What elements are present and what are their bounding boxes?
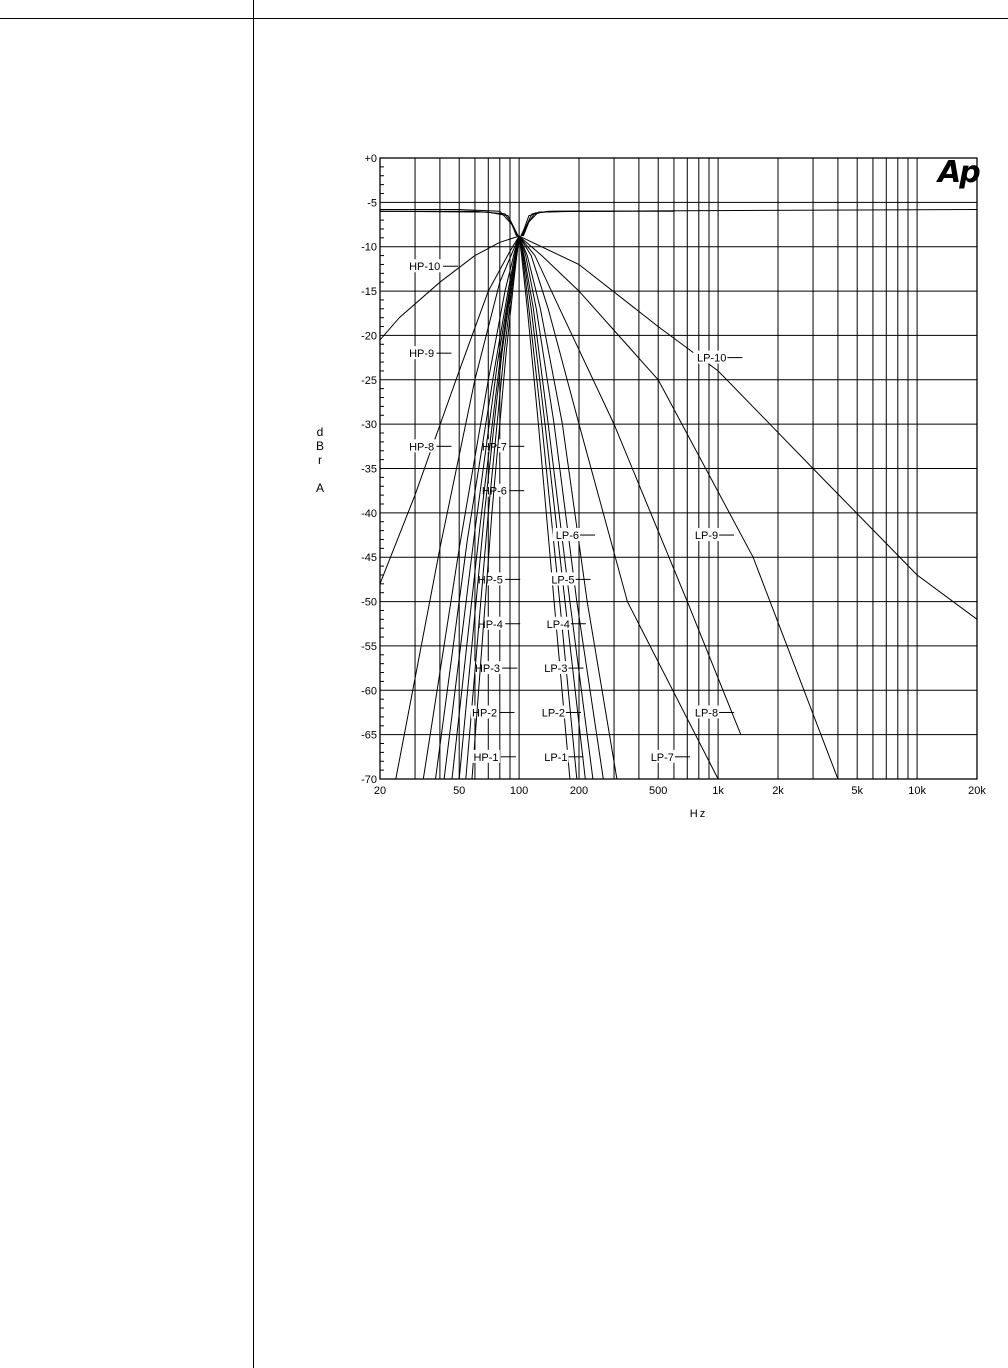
y-tick-label: -25 <box>361 374 377 387</box>
x-tick-label: 2k <box>772 785 784 797</box>
series-label: HP-5 <box>477 574 503 587</box>
passband-curve <box>380 211 517 236</box>
x-tick-label: 20 <box>373 785 387 797</box>
series-label: HP-1 <box>473 751 499 764</box>
series-label: LP-1 <box>544 751 568 764</box>
series-label: HP-10 <box>409 261 441 274</box>
x-tick-label: 200 <box>569 785 589 797</box>
series-line <box>519 236 838 779</box>
series-label: LP-8 <box>694 707 719 720</box>
x-tick-label: 500 <box>649 785 668 797</box>
y-axis-label-char: A <box>315 481 324 495</box>
series-label: HP-4 <box>477 618 503 631</box>
x-tick-label: 50 <box>453 785 466 797</box>
y-tick-label: -35 <box>361 463 377 476</box>
header-divider <box>0 18 1008 19</box>
x-tick-label: 1k <box>712 785 724 797</box>
x-tick-label: 10k <box>908 785 926 797</box>
series-label: LP-3 <box>544 663 568 676</box>
series-label: LP-9 <box>694 530 719 543</box>
y-axis-label <box>312 425 328 495</box>
series-line <box>444 236 519 779</box>
y-tick-label: -65 <box>361 729 377 742</box>
y-tick-label: -15 <box>361 286 377 299</box>
series-label: HP-3 <box>474 663 501 676</box>
ap-logo: Ap <box>938 155 979 190</box>
y-axis-label-char: d <box>316 425 324 439</box>
y-tick-label: -45 <box>361 552 377 565</box>
y-axis-label-char: B <box>315 439 324 453</box>
y-tick-label: -55 <box>361 640 377 653</box>
y-tick-label: -30 <box>361 419 377 432</box>
passband-curve <box>380 211 518 236</box>
x-axis-label: Hz <box>689 808 708 820</box>
series-label: LP-5 <box>551 574 575 587</box>
y-tick-label: +0 <box>364 153 377 165</box>
series-label: HP-8 <box>409 441 435 454</box>
x-tick-label: 20k <box>968 785 986 797</box>
series-label: HP-2 <box>472 707 498 720</box>
series-line <box>519 236 585 779</box>
series-label: LP-2 <box>541 707 565 720</box>
x-tick-label: 5k <box>851 785 864 797</box>
y-axis-label-char <box>312 467 328 481</box>
series-label: HP-9 <box>409 348 435 361</box>
series-label: LP-6 <box>555 530 579 543</box>
passband-curve <box>523 211 674 236</box>
y-tick-label: -5 <box>367 197 377 210</box>
series-line <box>519 236 570 779</box>
series-line <box>519 236 718 779</box>
passband-curve <box>521 210 977 237</box>
series-label: HP-7 <box>481 441 507 454</box>
column-divider <box>253 0 254 1368</box>
y-tick-label: -70 <box>361 774 377 786</box>
frequency-response-chart <box>340 140 1000 840</box>
x-tick-label: 100 <box>509 785 529 797</box>
y-tick-label: -10 <box>361 241 377 254</box>
y-tick-label: -40 <box>361 507 377 520</box>
series-label: LP-10 <box>696 352 727 365</box>
series-label: LP-4 <box>546 618 570 631</box>
y-tick-label: -60 <box>361 685 377 698</box>
series-label: LP-7 <box>650 751 674 764</box>
series-label: HP-6 <box>481 485 507 498</box>
series-line <box>519 236 603 779</box>
y-axis-label-char: r <box>318 453 322 467</box>
y-tick-label: -20 <box>361 330 377 343</box>
series-line <box>396 236 519 779</box>
y-tick-label: -50 <box>361 596 377 609</box>
